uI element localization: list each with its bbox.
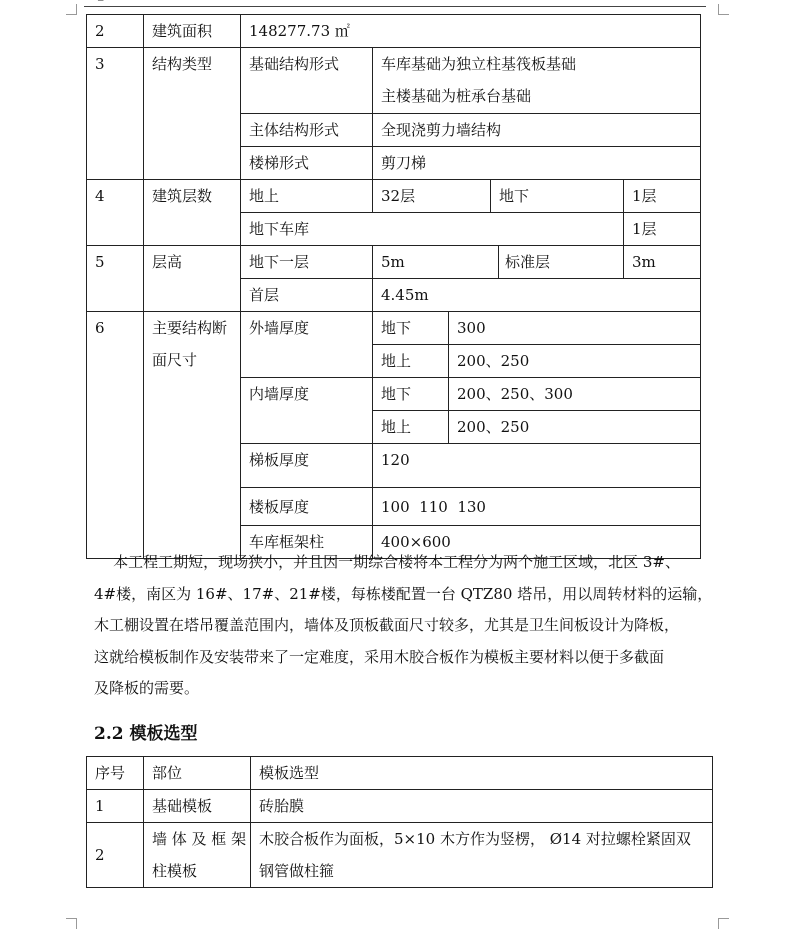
crop-mark bbox=[66, 4, 77, 15]
page-header bbox=[84, 0, 706, 7]
row-item-line: 主要结构断 bbox=[152, 319, 228, 337]
outer-wall-below-value: 300 bbox=[449, 312, 701, 345]
foundation-label: 基础结构形式 bbox=[241, 48, 373, 114]
project-overview-table bbox=[86, 14, 701, 559]
paragraph-line: 这就给模板制作及安装带来了一定难度，采用木胶合板作为模板主要材料以便于多截面 bbox=[94, 647, 665, 666]
row-part bbox=[144, 823, 251, 888]
first-floor-value: 4.45m bbox=[373, 279, 701, 312]
row-number: 4 bbox=[87, 180, 144, 246]
table-row bbox=[87, 180, 701, 213]
row-item: 建筑面积 bbox=[144, 15, 241, 48]
row-type-line: 木胶合板作为面板，5×10 木方作为竖楞， Ø14 对拉螺栓紧固双 bbox=[259, 830, 691, 848]
inner-wall-label: 内墙厚度 bbox=[241, 378, 373, 444]
foundation-value bbox=[373, 48, 701, 114]
outer-wall-below-label: 地下 bbox=[373, 312, 449, 345]
below-ground-value: 1层 bbox=[624, 180, 701, 213]
outer-wall-above-value: 200、250 bbox=[449, 345, 701, 378]
below-ground-label: 地下 bbox=[491, 180, 624, 213]
paragraph-line: 木工棚设置在塔吊覆盖范围内，墙体及顶板截面尺寸较多，尤其是卫生间板设计为降板， bbox=[94, 616, 680, 634]
stair-slab-value: 120 bbox=[373, 444, 701, 488]
first-floor-label: 首层 bbox=[241, 279, 373, 312]
row-number: 3 bbox=[87, 48, 144, 180]
row-type: 砖胎膜 bbox=[251, 790, 713, 823]
floor-slab-label: 楼板厚度 bbox=[241, 488, 373, 526]
row-item: 层高 bbox=[144, 246, 241, 312]
paragraph-line: 4#楼，南区为 16#、17#、21#楼，每栋楼配置一台 QTZ80 塔吊，用以周转材料的运输， bbox=[94, 584, 713, 603]
above-ground-label: 地上 bbox=[241, 180, 373, 213]
formwork-selection-table bbox=[86, 756, 713, 888]
stair-type-label: 楼梯形式 bbox=[241, 147, 373, 180]
crop-mark bbox=[718, 4, 729, 15]
body-paragraph bbox=[94, 547, 716, 705]
garage-column-value: 400×600 bbox=[373, 526, 701, 559]
standard-floor-label: 标准层 bbox=[499, 246, 624, 279]
row-number: 1 bbox=[87, 790, 144, 823]
basement-height-value: 5m bbox=[373, 246, 499, 279]
row-item-line: 面尺寸 bbox=[152, 351, 198, 369]
main-structure-label: 主体结构形式 bbox=[241, 114, 373, 147]
table-row bbox=[87, 48, 701, 114]
row-type-line: 钢管做柱箍 bbox=[259, 862, 335, 880]
row-part-line: 墙 体 及 框 架 bbox=[152, 830, 247, 848]
table-row bbox=[87, 757, 713, 790]
basement-height-label: 地下一层 bbox=[241, 246, 373, 279]
garage-value: 1层 bbox=[624, 213, 701, 246]
paragraph-line: 本工程工期短，现场狭小，并且因一期综合楼将本工程分为两个施工区域，北区 3#、 bbox=[94, 553, 680, 571]
crop-mark bbox=[66, 918, 77, 929]
foundation-line: 车库基础为独立柱基筏板基础 bbox=[381, 55, 577, 73]
main-structure-value: 全现浇剪力墙结构 bbox=[373, 114, 701, 147]
stair-slab-label: 梯板厚度 bbox=[241, 444, 373, 488]
row-number: 6 bbox=[87, 312, 144, 559]
inner-wall-above-value: 200、250 bbox=[449, 411, 701, 444]
table-row bbox=[87, 15, 701, 48]
inner-wall-below-value: 200、250、300 bbox=[449, 378, 701, 411]
inner-wall-above-label: 地上 bbox=[373, 411, 449, 444]
row-type bbox=[251, 823, 713, 888]
row-item bbox=[144, 312, 241, 559]
building-area-value: 148277.73 ㎡ bbox=[241, 15, 701, 48]
paragraph-line: 及降板的需要。 bbox=[94, 679, 200, 697]
garage-label: 地下车库 bbox=[241, 213, 624, 246]
row-number: 2 bbox=[87, 823, 144, 888]
stair-type-value: 剪刀梯 bbox=[373, 147, 701, 180]
garage-column-label: 车库框架柱 bbox=[241, 526, 373, 559]
table-row bbox=[87, 246, 701, 279]
header-no: 序号 bbox=[87, 757, 144, 790]
row-part-line: 柱模板 bbox=[152, 862, 198, 880]
row-item: 结构类型 bbox=[144, 48, 241, 180]
row-number: 2 bbox=[87, 15, 144, 48]
header-part: 部位 bbox=[144, 757, 251, 790]
inner-wall-below-label: 地下 bbox=[373, 378, 449, 411]
above-ground-value: 32层 bbox=[373, 180, 491, 213]
foundation-line: 主楼基础为桩承台基础 bbox=[381, 87, 532, 105]
section-heading: 2.2 模板选型 bbox=[94, 724, 198, 744]
crop-mark bbox=[718, 918, 729, 929]
row-item: 建筑层数 bbox=[144, 180, 241, 246]
row-part: 基础模板 bbox=[144, 790, 251, 823]
floor-slab-value: 100 110 130 bbox=[373, 488, 701, 526]
header-type: 模板选型 bbox=[251, 757, 713, 790]
table-row bbox=[87, 823, 713, 888]
standard-floor-value: 3m bbox=[624, 246, 701, 279]
row-number: 5 bbox=[87, 246, 144, 312]
table-row bbox=[87, 790, 713, 823]
outer-wall-above-label: 地上 bbox=[373, 345, 449, 378]
table-row bbox=[87, 312, 701, 345]
outer-wall-label: 外墙厚度 bbox=[241, 312, 373, 378]
